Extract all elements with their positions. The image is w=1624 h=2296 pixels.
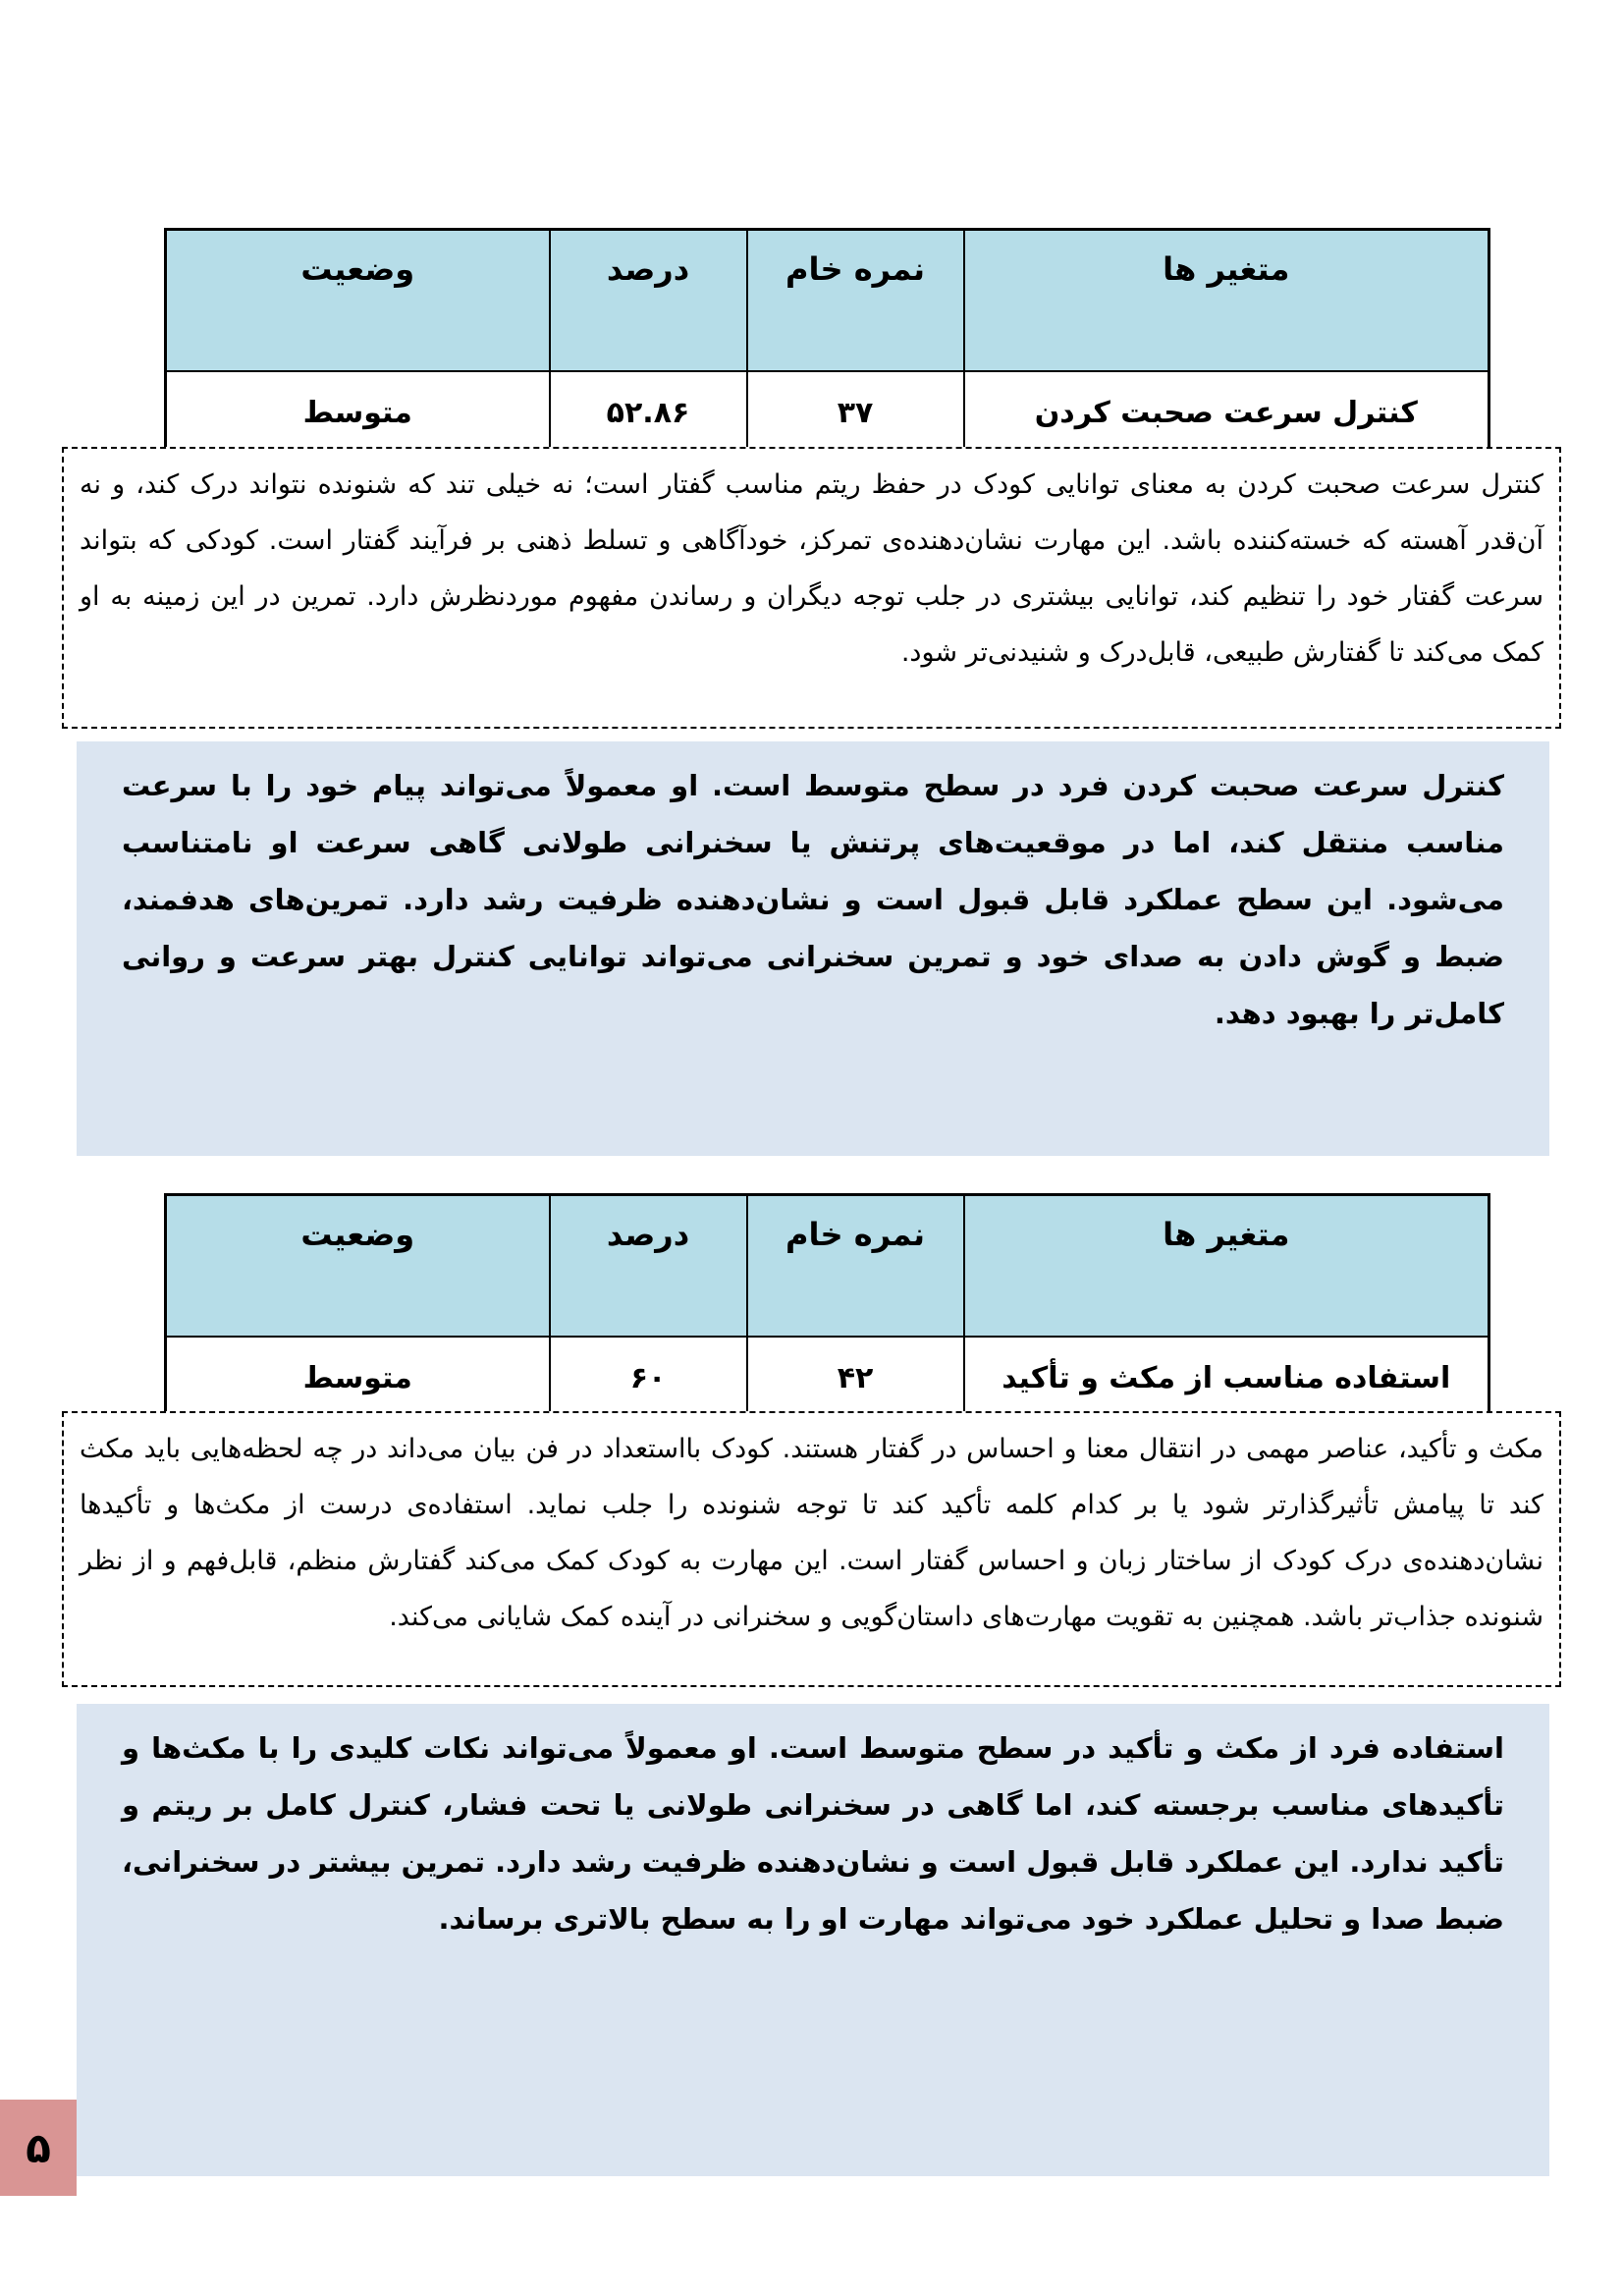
- evaluation-box-speech-rate: [77, 741, 1549, 1156]
- page-number-badge: [0, 2100, 77, 2196]
- page-number: ۵: [26, 2123, 51, 2172]
- header-variables: متغیر ها: [964, 1195, 1489, 1338]
- score-table-pause-emphasis: [164, 1193, 1490, 1421]
- table-row: [166, 1337, 1489, 1420]
- description-box-speech-rate: [62, 447, 1561, 729]
- percent-cell: ۶۰: [550, 1337, 747, 1420]
- description-text: کنترل سرعت صحبت کردن به معنای توانایی کودک در حفظ ریتم مناسب گفتار است؛ نه خیلی تند که شنونده نتواند درک کند، و نه آن‌قدر آهسته که خسته‌کننده باشد. این مهارت نشان‌دهنده‌ی تمرکز، خودآگاهی و تسلط ذهنی بر فرآیند گفتار است. کودکی که بتواند سرعت گفتار خود را تنظیم کند، توانایی بیشتری در جلب توجه دیگران و رساندن مفهوم موردنظرش دارد. تمرین در این زمینه به او کمک می‌کند تا گفتارش طبیعی، قابل‌درک و شنیدنی‌تر شود.: [80, 469, 1543, 668]
- header-status: وضعیت: [166, 230, 550, 372]
- header-status: وضعیت: [166, 1195, 550, 1338]
- table-header-row: [166, 230, 1489, 372]
- header-percent: درصد: [550, 230, 747, 372]
- evaluation-text: کنترل سرعت صحبت کردن فرد در سطح متوسط است. او معمولاً می‌تواند پیام خود را با سرعت مناسب منتقل کند، اما در موقعیت‌های پرتنش یا سخنرانی طولانی گاهی سرعت او نامتناسب می‌شود. این سطح عملکرد قابل قبول است و نشان‌دهنده ظرفیت رشد دارد. تمرین‌های هدفمند، ضبط و گوش دادن به صدای خود و تمرین سخنرانی می‌تواند توانایی کنترل بهتر سرعت و روانی کامل‌تر را بهبود دهد.: [122, 769, 1504, 1030]
- raw-score-cell: ۴۲: [747, 1337, 964, 1420]
- score-table-speech-rate: [164, 228, 1490, 456]
- header-percent: درصد: [550, 1195, 747, 1338]
- description-text: مکث و تأکید، عناصر مهمی در انتقال معنا و احساس در گفتار هستند. کودک بااستعداد در فن بیان می‌داند در چه لحظه‌هایی باید مکث کند تا پیامش تأثیرگذارتر شود یا بر کدام کلمه تأکید کند تا توجه شنونده را جلب نماید. استفاده‌ی درست از مکث‌ها و تأکیدها نشان‌دهنده‌ی درک کودک از ساختار زبان و احساس گفتار است. این مهارت به کودک کمک می‌کند گفتارش منظم، قابل‌فهم و از نظر شنونده جذاب‌تر باشد. همچنین به تقویت مهارت‌های داستان‌گویی و سخنرانی در آینده کمک شایانی می‌کند.: [80, 1434, 1543, 1632]
- raw-score-cell: ۳۷: [747, 371, 964, 455]
- table-header-row: [166, 1195, 1489, 1338]
- percent-cell: ۵۲.۸۶: [550, 371, 747, 455]
- header-raw-score: نمره خام: [747, 230, 964, 372]
- header-variables: متغیر ها: [964, 230, 1489, 372]
- evaluation-text: استفاده فرد از مکث و تأکید در سطح متوسط است. او معمولاً می‌تواند نکات کلیدی را با مکث‌ها و تأکیدهای مناسب برجسته کند، اما گاهی در سخنرانی طولانی یا تحت فشار، کنترل کامل بر ریتم و تأکید ندارد. این عملکرد قابل قبول است و نشان‌دهنده ظرفیت رشد دارد. تمرین بیشتر در سخنرانی، ضبط صدا و تحلیل عملکرد خود می‌تواند مهارت او را به سطح بالاتری برساند.: [122, 1731, 1504, 1936]
- variable-name-cell: کنترل سرعت صحبت کردن: [964, 371, 1489, 455]
- status-cell: متوسط: [166, 1337, 550, 1420]
- evaluation-box-pause-emphasis: [77, 1704, 1549, 2176]
- variable-name-cell: استفاده مناسب از مکث و تأکید: [964, 1337, 1489, 1420]
- status-cell: متوسط: [166, 371, 550, 455]
- header-raw-score: نمره خام: [747, 1195, 964, 1338]
- table-row: [166, 371, 1489, 455]
- description-box-pause-emphasis: [62, 1411, 1561, 1687]
